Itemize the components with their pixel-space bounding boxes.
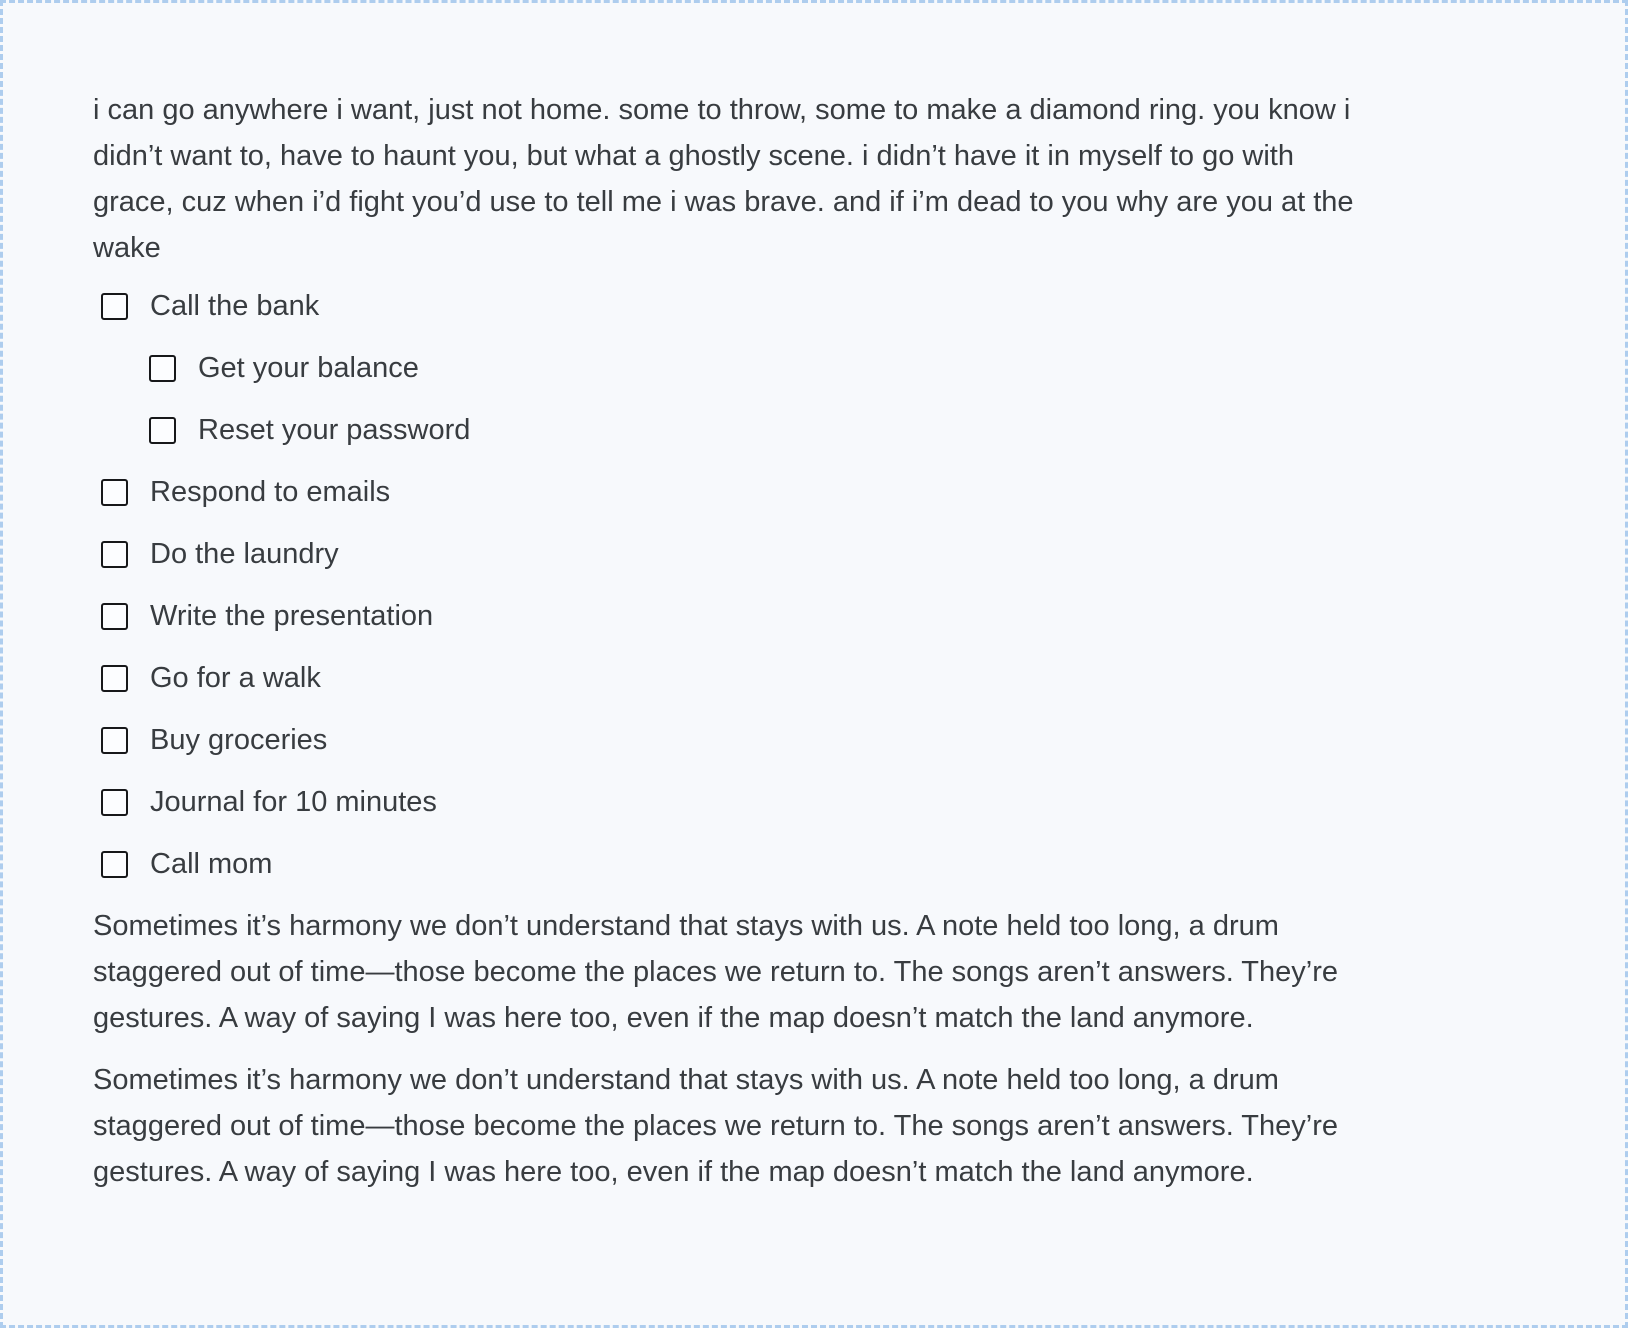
checklist-item-label[interactable]: Go for a walk	[150, 662, 321, 694]
checklist-item-label[interactable]: Reset your password	[198, 414, 471, 446]
checklist-item-label[interactable]: Write the presentation	[150, 600, 434, 632]
checklist-item	[93, 523, 1537, 585]
paragraph-block[interactable]	[93, 1057, 1537, 1195]
checklist-item-label[interactable]: Call the bank	[150, 290, 320, 322]
document-content	[3, 3, 1625, 1195]
text-line: i can go anywhere i want, just not home. some to throw, some to make a diamond ring. you know i	[93, 94, 1351, 126]
text-line: didn’t want to, have to haunt you, but what a ghostly scene. i didn’t have it in myself to go with	[93, 140, 1294, 172]
checklist-item	[93, 585, 1537, 647]
checkbox-unchecked-icon[interactable]	[101, 789, 128, 816]
checkbox-unchecked-icon[interactable]	[101, 727, 128, 754]
checklist-item-label[interactable]: Respond to emails	[150, 476, 391, 508]
checklist	[93, 275, 1537, 895]
checkbox-unchecked-icon[interactable]	[101, 293, 128, 320]
checkbox-unchecked-icon[interactable]	[101, 665, 128, 692]
checklist-item-label[interactable]: Journal for 10 minutes	[150, 786, 437, 818]
text-line: gestures. A way of saying I was here too, even if the map doesn’t match the land anymore.	[93, 1156, 1254, 1188]
checkbox-unchecked-icon[interactable]	[101, 603, 128, 630]
checklist-item	[93, 647, 1537, 709]
text-line: grace, cuz when i’d fight you’d use to tell me i was brave. and if i’m dead to you why are you at the	[93, 186, 1354, 218]
checkbox-unchecked-icon[interactable]	[101, 851, 128, 878]
checkbox-unchecked-icon[interactable]	[149, 417, 176, 444]
checklist-item	[93, 461, 1537, 523]
checklist-item	[141, 399, 1537, 461]
text-line: wake	[93, 232, 161, 264]
checklist-item-label[interactable]: Get your balance	[198, 352, 419, 384]
checklist-item	[93, 709, 1537, 771]
checklist-item	[93, 275, 1537, 337]
text-line: staggered out of time—those become the places we return to. The songs aren’t answers. They’re	[93, 956, 1338, 988]
checklist-item-label[interactable]: Do the laundry	[150, 538, 339, 570]
paragraph-block[interactable]	[93, 903, 1537, 1041]
text-line: Sometimes it’s harmony we don’t understand that stays with us. A note held too long, a drum	[93, 1064, 1279, 1096]
checklist-item	[93, 833, 1537, 895]
text-line: staggered out of time—those become the places we return to. The songs aren’t answers. They’re	[93, 1110, 1338, 1142]
text-line: Sometimes it’s harmony we don’t understand that stays with us. A note held too long, a drum	[93, 910, 1279, 942]
checklist-item-label[interactable]: Call mom	[150, 848, 273, 880]
checkbox-unchecked-icon[interactable]	[101, 541, 128, 568]
checklist-item-label[interactable]: Buy groceries	[150, 724, 328, 756]
checklist-item	[93, 771, 1537, 833]
checklist-item	[141, 337, 1537, 399]
paragraph-block[interactable]	[93, 87, 1537, 271]
checkbox-unchecked-icon[interactable]	[149, 355, 176, 382]
text-line: gestures. A way of saying I was here too, even if the map doesn’t match the land anymore.	[93, 1002, 1254, 1034]
checkbox-unchecked-icon[interactable]	[101, 479, 128, 506]
